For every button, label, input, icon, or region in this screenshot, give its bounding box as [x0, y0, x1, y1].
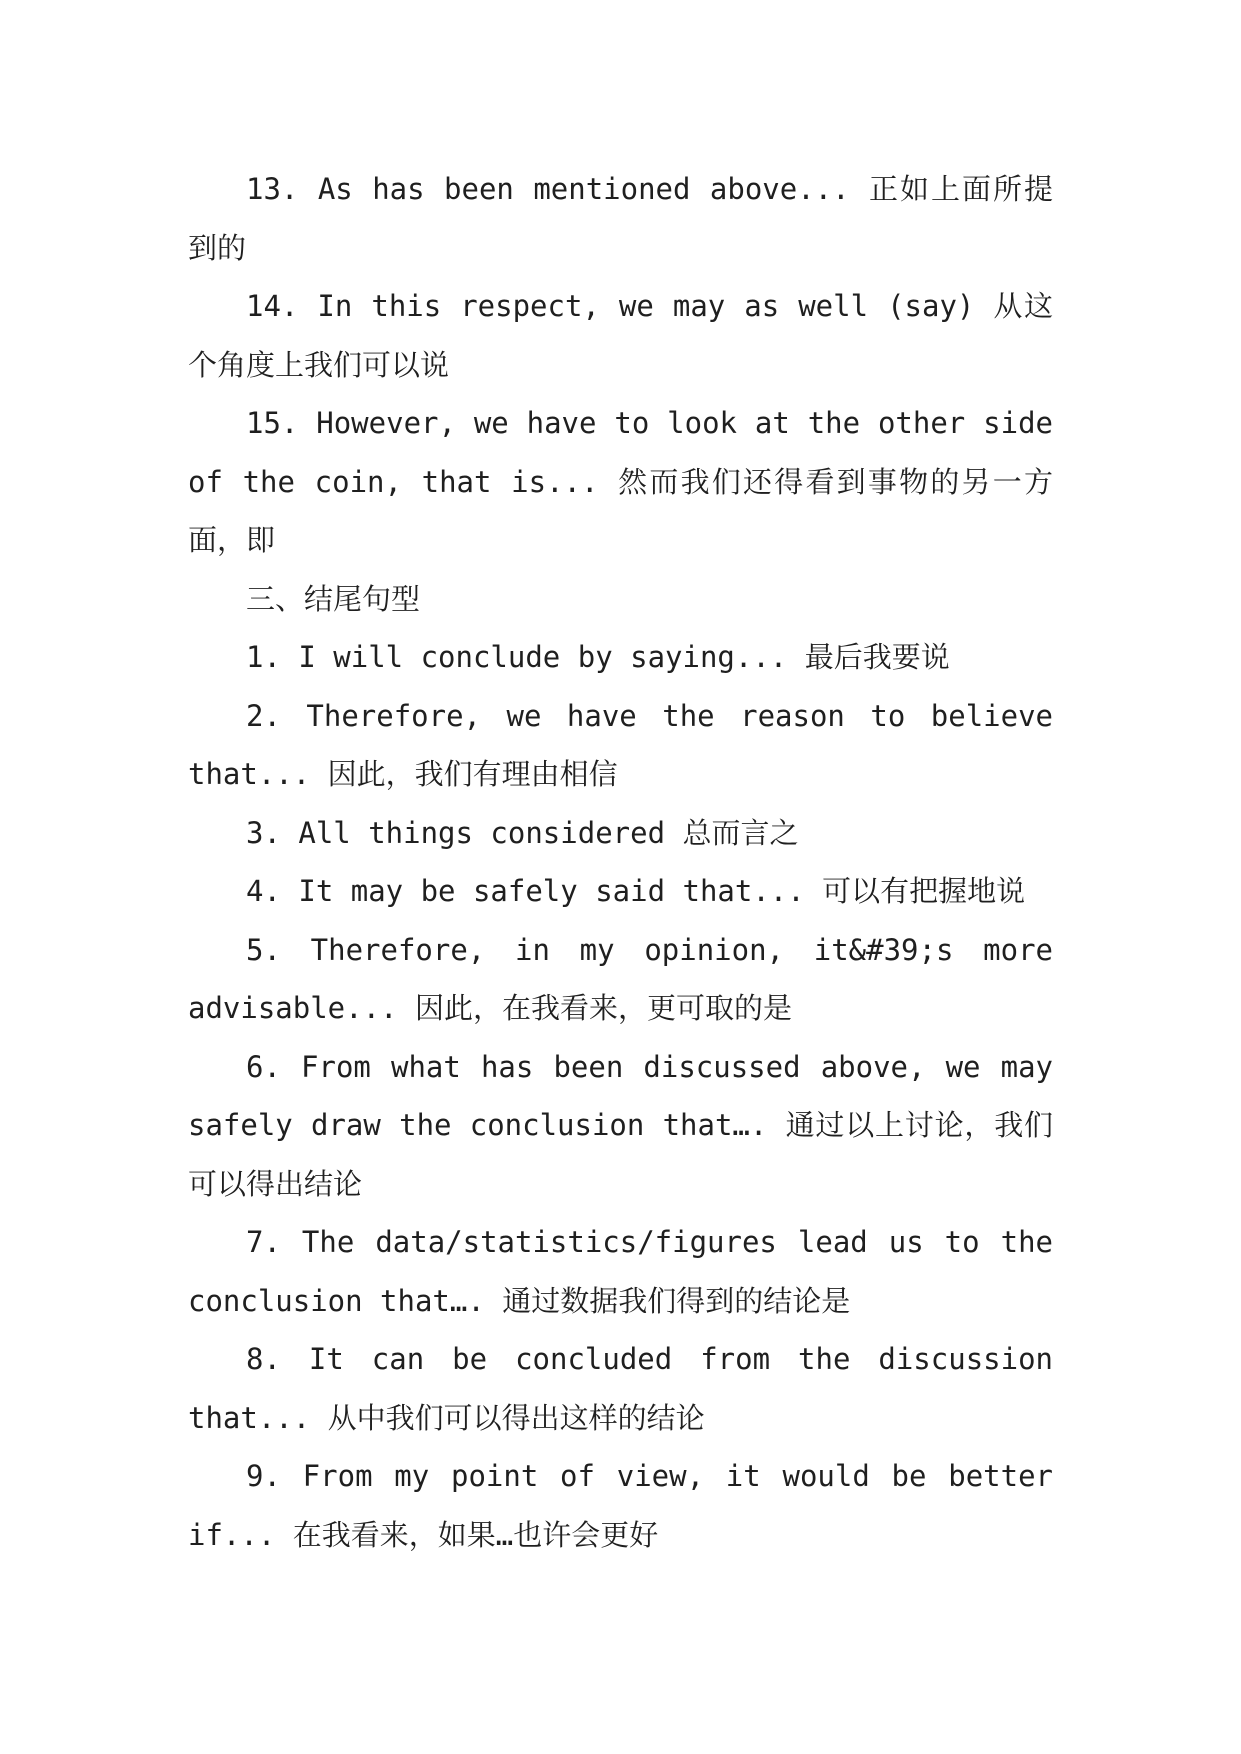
phrase-item-14: 14. In this respect, we may as well (say) 从这个角度上我们可以说	[188, 289, 1053, 382]
closing-phrase-6: 6. From what has been discussed above, we may safely draw the conclusion that…. 通过以上讨论，我们可以得出结论	[188, 1049, 1053, 1201]
closing-phrase-3: 3. All things considered 总而言之	[246, 815, 799, 850]
phrase-item-15: 15. However, we have to look at the other side of the coin, that is... 然而我们还得看到事物的另一方面，即	[188, 406, 1053, 557]
section-heading-closing-patterns: 三、结尾句型	[246, 581, 421, 616]
document-page	[188, 160, 1053, 1564]
closing-phrase-1: 1. I will conclude by saying... 最后我要说	[246, 640, 950, 674]
closing-phrase-9: 9. From my point of view, it would be better if... 在我看来，如果…也许会更好	[188, 1459, 1053, 1552]
closing-phrase-5: 5. Therefore, in my opinion, it&#39;s more advisable... 因此，在我看来，更可取的是	[188, 932, 1053, 1025]
closing-phrase-4: 4. It may be safely said that... 可以有把握地说	[246, 874, 1026, 908]
closing-phrase-7: 7. The data/statistics/figures lead us to the conclusion that…. 通过数据我们得到的结论是	[188, 1225, 1053, 1318]
closing-phrase-2: 2. Therefore, we have the reason to believe that... 因此，我们有理由相信	[188, 698, 1053, 791]
closing-phrase-8: 8. It can be concluded from the discussion that... 从中我们可以得出这样的结论	[188, 1342, 1053, 1435]
phrase-item-13: 13. As has been mentioned above... 正如上面所提到的	[188, 172, 1053, 265]
